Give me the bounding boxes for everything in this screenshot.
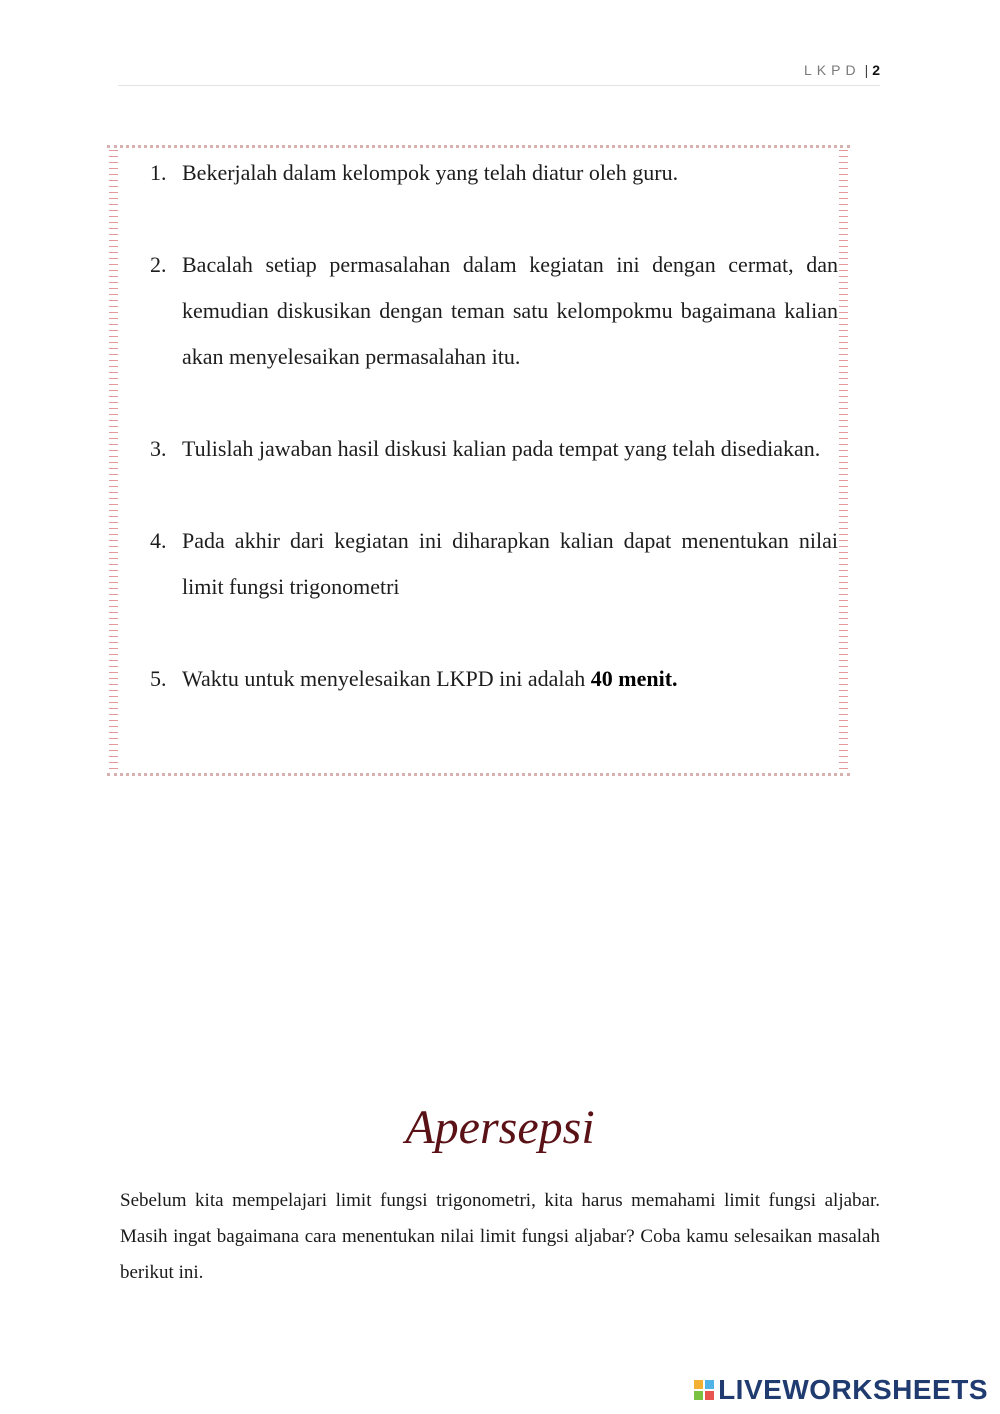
page-number: 2 xyxy=(872,62,880,78)
logo-square xyxy=(694,1391,703,1400)
instruction-number: 2. xyxy=(150,252,167,277)
time-limit: 40 menit. xyxy=(590,666,678,691)
header-separator: | xyxy=(864,62,869,78)
instruction-number: 5. xyxy=(150,666,167,691)
logo-square xyxy=(705,1380,714,1389)
liveworksheets-watermark xyxy=(694,1374,988,1406)
instruction-list xyxy=(150,150,838,702)
instruction-text: Bekerjalah dalam kelompok yang telah diatur oleh guru. xyxy=(182,160,679,185)
liveworksheets-logo-icon xyxy=(694,1380,714,1400)
instruction-text: Tulislah jawaban hasil diskusi kalian pada tempat yang telah disediakan. xyxy=(182,436,821,461)
instruction-text: Pada akhir dari kegiatan ini diharapkan kalian dapat menentukan nilai limit fungsi trigonometri xyxy=(182,528,838,599)
instruction-number: 3. xyxy=(150,436,167,461)
instruction-item xyxy=(150,656,838,702)
logo-square xyxy=(694,1380,703,1389)
instruction-text: Waktu untuk menyelesaikan LKPD ini adalah xyxy=(182,666,591,691)
instruction-item xyxy=(150,242,838,380)
header-title: LKPD xyxy=(803,62,861,78)
instruction-text: Bacalah setiap permasalahan dalam kegiatan ini dengan cermat, dan kemudian diskusikan dengan teman satu kelompokmu bagaimana kalian akan menyelesaikan permasalahan itu. xyxy=(182,252,838,369)
instruction-number: 4. xyxy=(150,528,167,553)
header-label xyxy=(804,62,880,78)
instruction-number: 1. xyxy=(150,160,167,185)
page-header xyxy=(118,58,880,86)
watermark-text: LIVEWORKSHEETS xyxy=(718,1374,988,1405)
logo-square xyxy=(705,1391,714,1400)
instruction-item xyxy=(150,426,838,472)
section-title: Apersepsi xyxy=(405,1101,595,1154)
instruction-item xyxy=(150,518,838,610)
instruction-item xyxy=(150,150,838,196)
apersepsi-paragraph: Sebelum kita mempelajari limit fungsi trigonometri, kita harus memahami limit fungsi aljabar. Masih ingat bagaimana cara menentukan nilai limit fungsi aljabar? Coba kamu selesaikan masalah berikut ini. xyxy=(120,1190,880,1283)
